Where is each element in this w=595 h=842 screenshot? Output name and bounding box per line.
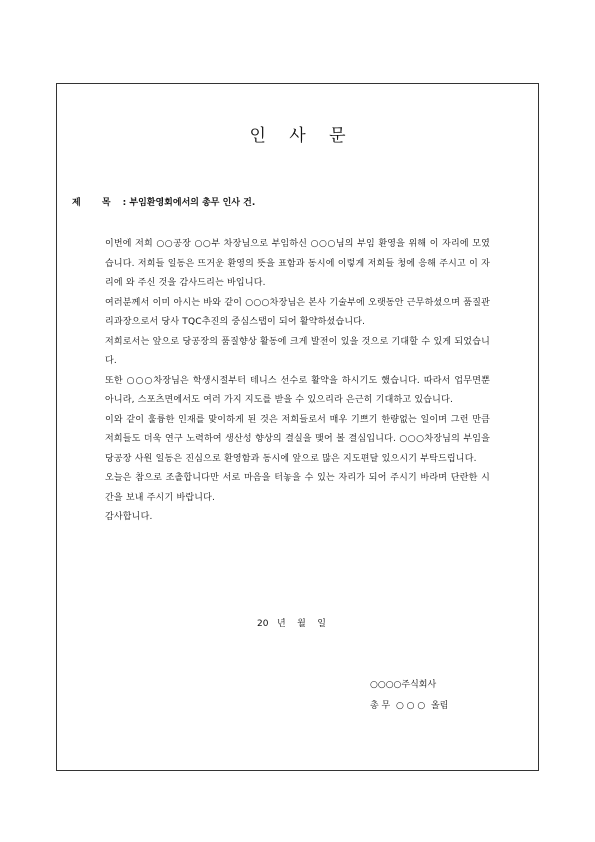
paragraph: 여러분께서 이미 아시는 바와 같이 ○○○차장님은 본사 기술부에 오랫동안 근무하셨으며 품질관리과장으로서 당사 TQC추진의 중심스탭이 되어 활약하셨습니다. [105, 297, 490, 327]
document-title: 인 사 문 [249, 126, 355, 146]
paragraph: 감사합니다. [105, 512, 153, 522]
subject-line [72, 195, 255, 208]
subject-text: 부임환영회에서의 총무 인사 건. [129, 198, 256, 208]
body-text [105, 235, 490, 528]
paragraph: 오늘은 참으로 조촐합니다만 서로 마음을 터놓을 수 있는 자리가 되어 주시기 바라며 단란한 시간을 보내 주시기 바랍니다. [105, 473, 490, 503]
company-name: ○○○○주식회사 [370, 680, 437, 690]
paragraph: 또한 ○○○차장님은 학생시절부터 테니스 선수로 활약을 하시기도 했습니다. 따라서 업무면뿐 아니라, 스포츠면에서도 여러 가지 지도를 받을 수 있으리라 은근히 기대하고 있습니다. [105, 375, 490, 405]
paragraph: 이와 같이 훌륭한 인재를 맞이하게 된 것은 저희들로서 매우 기쁘기 한량없는 일이며 그런 만큼 저희들도 더욱 연구 노력하여 생산성 향상의 결실을 맺어 볼 결심입니다. ○○○차장님의 부임을 당공장 사원 일동은 진심으로 환영함과 동시에 앞으로 많은 지도편달 있으시기 부탁드립니다. [105, 414, 490, 464]
subject-label: 제 목 [72, 198, 120, 208]
paragraph: 저희로서는 앞으로 당공장의 품질향상 활동에 크게 발전이 있을 것으로 기대할 수 있게 되었습니다. [105, 336, 490, 366]
paragraph: 이번에 저희 ○○공장 ○○부 차장님으로 부임하신 ○○○님의 부임 환영을 위해 이 자리에 모였습니다. 저희들 일동은 뜨거운 환영의 뜻을 표함과 동시에 이렇게 저희들 청에 응해 주시고 이 자리에 와 주신 것을 감사드리는 바입니다. [105, 239, 490, 288]
subject-separator: : [119, 198, 130, 208]
signer-line: 총 무 ○ ○ ○ 올림 [370, 701, 449, 711]
date-line: 20 년 월 일 [257, 619, 327, 629]
